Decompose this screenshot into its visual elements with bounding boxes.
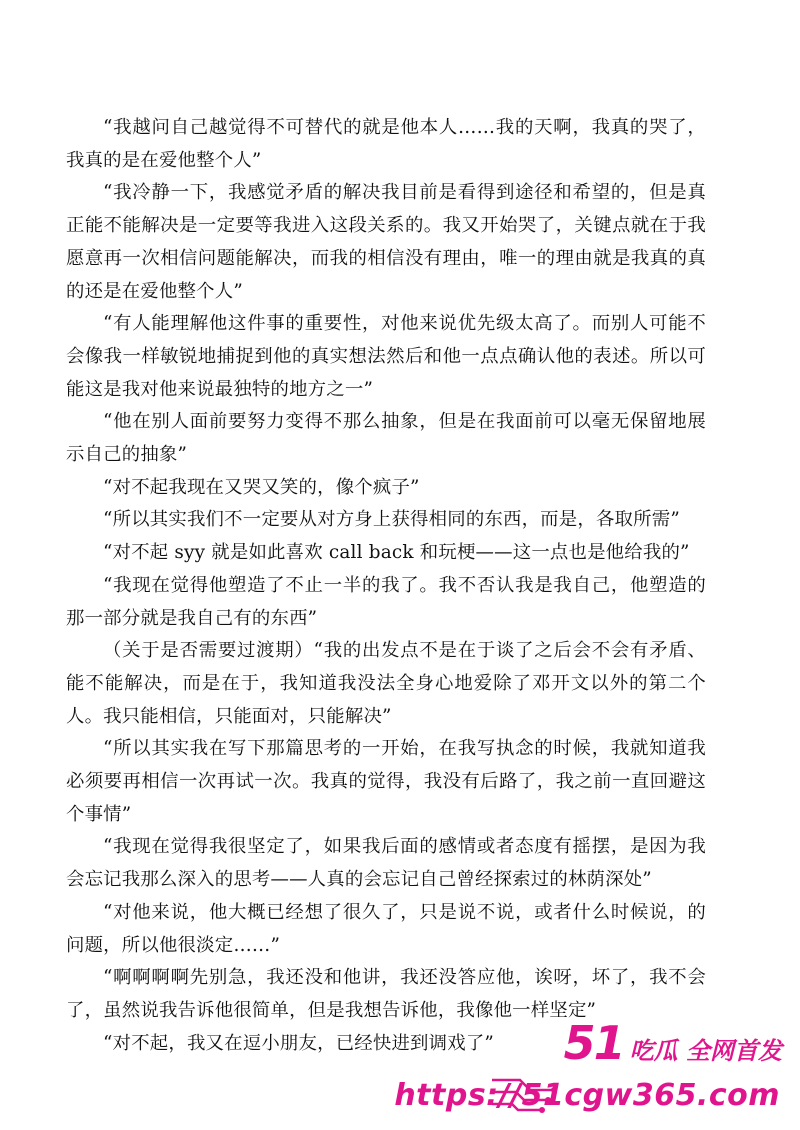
paragraph: “我现在觉得我很坚定了，如果我后面的感情或者态度有摇摆，是因为我会忘记我那么深入的思考——人真的会忘记自己曾经探索过的林荫深处” <box>66 836 706 891</box>
paragraph: “我现在觉得他塑造了不止一半的我了。我不否认我是我自己，他塑造的那一部分就是我自己有的东西” <box>66 574 706 629</box>
watermark <box>394 1008 790 1118</box>
document-body <box>66 112 706 1060</box>
paragraph: “对不起，我又在逗小朋友，已经快进到调戏了” <box>103 1032 495 1054</box>
paragraph: “所以其实我在写下那篇思考的一开始，在我写执念的时候，我就知道我必须要再相信一次再试一次。我真的觉得，我没有后路了，我之前一直回避这个事情” <box>66 738 706 825</box>
paragraph: “对他来说，他大概已经想了很久了，只是说不说，或者什么时候说，的问题，所以他很淡定……” <box>66 901 706 956</box>
paragraph: “啊啊啊啊先别急，我还没和他讲，我还没答应他，诶呀，坏了，我不会了，虽然说我告诉他很简单，但是我想告诉他，我像他一样坚定” <box>66 967 706 1021</box>
watermark-text: 吃瓜 全网首发 <box>629 1037 782 1065</box>
watermark-number: 51 <box>563 1016 624 1070</box>
paragraph: （关于是否需要过渡期）“我的出发点不是在于谈了之后会不会有矛盾、能不能解决，而是在于，我知道我没法全身心地爱除了邓开文以外的第二个人。我只能相信，只能面对，只能解决” <box>66 640 706 727</box>
paragraph: “对不起我现在又哭又笑的，像个疯子” <box>103 476 420 498</box>
paragraph: “我越问自己越觉得不可替代的就是他本人……我的天啊，我真的哭了，我真的是在爱他整个人” <box>66 117 706 171</box>
paragraph: “对不起 syy 就是如此喜欢 call back 和玩梗——这一点也是他给我的” <box>103 542 690 564</box>
paragraph: “他在别人面前要努力变得不那么抽象，但是在我面前可以毫无保留地展示自己的抽象” <box>66 411 706 466</box>
watermark-brand <box>564 1016 782 1070</box>
watermark-url: https://51cgw365.com <box>394 1078 780 1113</box>
paragraph: “我冷静一下，我感觉矛盾的解决我目前是看得到途径和希望的，但是真正能不能解决是一定要等我进入这段关系的。我又开始哭了，关键点就在于我愿意再一次相信问题能解决，而我的相信没有理由，唯一的理由就是我真的真的还是在爱他整个人” <box>66 182 706 302</box>
paragraph: “所以其实我们不一定要从对方身上获得相同的东西，而是，各取所需” <box>103 509 680 531</box>
paragraph: “有人能理解他这件事的重要性，对他来说优先级太高了。而别人可能不会像我一样敏锐地捕捉到他的真实想法然后和他一点点确认他的表述。所以可能这是我对他来说最独特的地方之一” <box>66 313 706 400</box>
